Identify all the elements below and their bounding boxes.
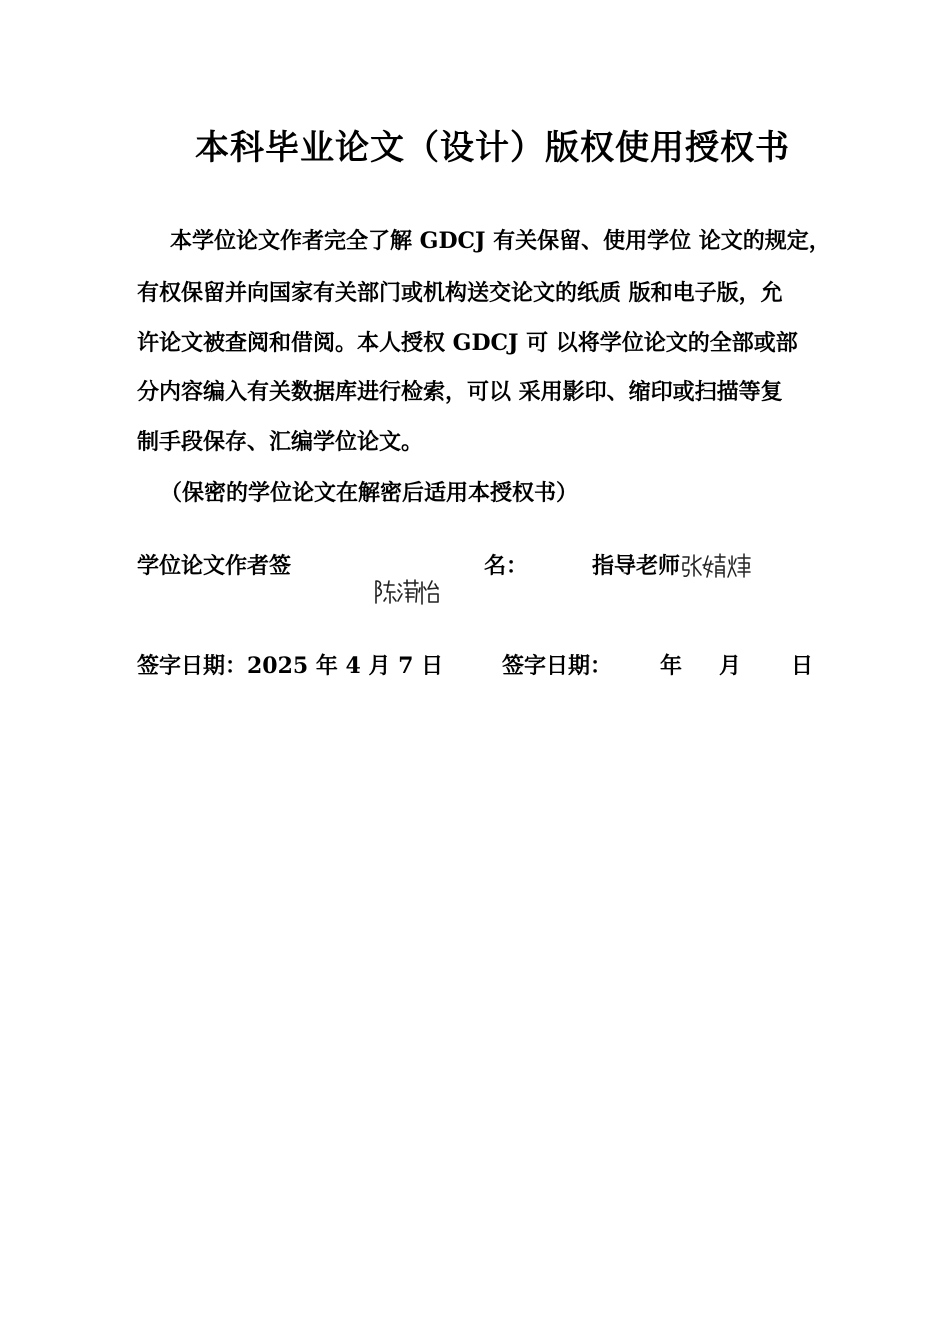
body-line-5: 制手段保存、汇编学位论文。 <box>137 429 424 455</box>
body-line-3: 许论文被查阅和借阅。本人授权 GDCJ 可 以将学位论文的全部或部 <box>137 330 798 356</box>
author-sign-label-suffix: 名： <box>484 553 529 579</box>
body-line-1: 本学位论文作者完全了解 GDCJ 有关保留、使用学位 论文的规定， <box>170 228 831 254</box>
body-line-2: 有权保留并向国家有关部门或机构送交论文的纸质 版和电子版，允 <box>137 280 783 306</box>
confidential-note: （保密的学位论文在解密后适用本授权书） <box>160 480 579 506</box>
author-sign-label: 学位论文作者签 <box>137 553 292 579</box>
advisor-sign-date-label: 签字日期： <box>502 653 613 679</box>
advisor-date-day: 日 <box>791 653 814 679</box>
advisor-date-month: 月 <box>719 653 742 679</box>
body-line-4: 分内容编入有关数据库进行检索，可以 采用影印、缩印或扫描等复 <box>137 379 783 405</box>
author-signature-image <box>372 576 444 608</box>
advisor-date-year: 年 <box>660 653 683 679</box>
advisor-signature-image <box>680 552 752 580</box>
page-title: 本科毕业论文（设计）版权使用授权书 <box>195 128 790 168</box>
advisor-sign-label: 指导老师 <box>592 553 681 579</box>
author-sign-date: 签字日期：2025 年 4 月 7 日 <box>137 653 444 679</box>
